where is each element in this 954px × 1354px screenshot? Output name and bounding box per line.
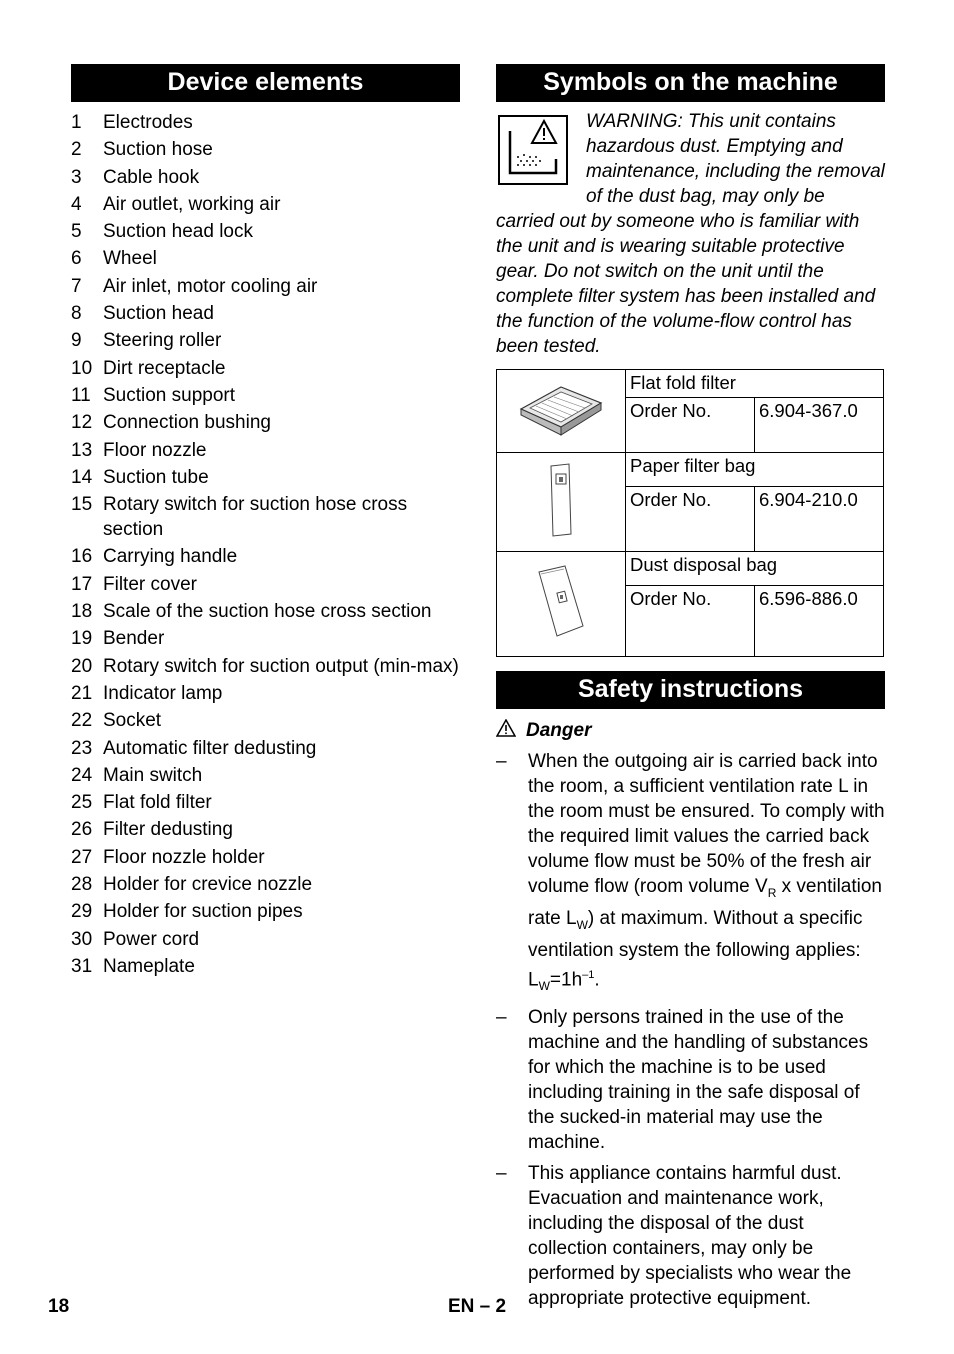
order-label-1: Order No. bbox=[626, 398, 755, 453]
order-label-2: Order No. bbox=[626, 487, 755, 552]
item-label: Floor nozzle holder bbox=[103, 846, 265, 868]
item-number: 13 bbox=[71, 439, 93, 461]
item-number: 29 bbox=[71, 901, 93, 923]
item-number: 15 bbox=[71, 494, 93, 516]
list-item bbox=[71, 110, 460, 135]
list-item bbox=[71, 137, 460, 162]
item-label: Suction tube bbox=[103, 466, 209, 488]
list-item bbox=[71, 356, 460, 381]
item-label: Floor nozzle bbox=[103, 439, 207, 461]
list-item bbox=[71, 927, 460, 952]
item-number: 7 bbox=[71, 275, 82, 297]
warning-text: WARNING: This unit contains hazardous dust. Emptying and maintenance, including the removal of the dust bag, may only be carried out by someone who is familiar with the unit and is wearing suitable protective gear. Do not switch on the unit until the complete filter system has been installed and the function of the volume-flow control has been tested. bbox=[496, 111, 885, 357]
item-label: Dirt receptacle bbox=[103, 357, 226, 379]
order-number-2: 6.904-210.0 bbox=[755, 487, 884, 552]
item-number: 14 bbox=[71, 466, 93, 488]
danger-heading bbox=[496, 719, 885, 743]
item-number: 1 bbox=[71, 112, 82, 133]
page-number: 18 bbox=[48, 1296, 70, 1317]
dust-disposal-bag-icon bbox=[497, 552, 626, 657]
bullet-text: Only persons trained in the use of the machine and the handling of substances for which the machine is to be used including training in the safe disposal of the sucked-in material may use the machine. bbox=[528, 1006, 869, 1153]
item-number: 10 bbox=[71, 357, 93, 379]
item-number: 8 bbox=[71, 303, 82, 325]
item-number: 19 bbox=[71, 628, 93, 650]
item-label: Electrodes bbox=[103, 112, 193, 133]
item-number: 3 bbox=[71, 166, 82, 188]
list-item bbox=[71, 219, 460, 244]
list-item bbox=[71, 763, 460, 788]
item-number: 2 bbox=[71, 139, 82, 161]
list-item bbox=[71, 626, 460, 651]
item-number: 25 bbox=[71, 792, 93, 814]
list-item bbox=[71, 165, 460, 190]
item-label: Indicator lamp bbox=[103, 682, 223, 704]
safety-bullet bbox=[496, 1005, 885, 1155]
item-label: Carrying handle bbox=[103, 546, 238, 568]
bullet-text: When the outgoing air is carried back into the room, a sufficient ventilation rate L in the room must be ensured. To comply with the required limit values the carried back volume flow must be 50% of the fresh air volume flow (room volume $V_R$ x ventilation rate $L_W$) at maximum. Without a specific ventilation system the following applies: $L_W=1h^{-1}$. bbox=[528, 751, 885, 993]
warning-triangle-icon bbox=[496, 719, 516, 743]
item-label: Rotary switch for suction hose cross section bbox=[103, 494, 408, 541]
item-number: 31 bbox=[71, 955, 93, 977]
hazard-dust-symbol-icon bbox=[498, 115, 568, 185]
list-item bbox=[71, 301, 460, 326]
list-item bbox=[71, 708, 460, 733]
item-label: Air inlet, motor cooling air bbox=[103, 275, 318, 297]
bullet-dash: – bbox=[496, 1006, 507, 1028]
item-label: Suction head bbox=[103, 303, 214, 325]
item-label: Holder for suction pipes bbox=[103, 901, 303, 923]
list-item bbox=[71, 845, 460, 870]
item-number: 28 bbox=[71, 874, 93, 896]
warning-block bbox=[496, 109, 885, 359]
item-number: 24 bbox=[71, 764, 93, 786]
safety-bullet bbox=[496, 1161, 885, 1311]
item-number: 30 bbox=[71, 928, 93, 950]
item-label: Scale of the suction hose cross section bbox=[103, 601, 432, 623]
list-item bbox=[71, 736, 460, 761]
list-item bbox=[71, 438, 460, 463]
list-item bbox=[71, 899, 460, 924]
order-number-1: 6.904-367.0 bbox=[755, 398, 884, 453]
item-number: 4 bbox=[71, 193, 82, 215]
item-label: Air outlet, working air bbox=[103, 193, 281, 215]
replacement-parts-table bbox=[496, 369, 884, 657]
item-label: Power cord bbox=[103, 928, 200, 950]
list-item bbox=[71, 572, 460, 597]
list-item bbox=[71, 817, 460, 842]
item-number: 18 bbox=[71, 601, 93, 623]
list-item bbox=[71, 544, 460, 569]
right-column bbox=[496, 64, 885, 1311]
order-label-3: Order No. bbox=[626, 586, 755, 657]
part-name-1: Flat fold filter bbox=[626, 370, 884, 398]
item-label: Automatic filter dedusting bbox=[103, 737, 317, 759]
order-number-3: 6.596-886.0 bbox=[755, 586, 884, 657]
item-label: Holder for crevice nozzle bbox=[103, 874, 313, 896]
safety-bullet bbox=[496, 749, 885, 999]
list-item bbox=[71, 246, 460, 271]
item-label: Cable hook bbox=[103, 166, 200, 188]
item-number: 23 bbox=[71, 737, 93, 759]
symbols-heading: Symbols on the machine bbox=[496, 64, 885, 102]
item-label: Suction hose bbox=[103, 139, 213, 161]
item-number: 17 bbox=[71, 573, 93, 595]
danger-label: Danger bbox=[526, 720, 592, 741]
list-item bbox=[71, 328, 460, 353]
item-number: 9 bbox=[71, 330, 82, 352]
item-label: Suction support bbox=[103, 384, 236, 406]
list-item bbox=[71, 654, 460, 679]
bullet-dash: – bbox=[496, 1162, 507, 1184]
item-label: Filter dedusting bbox=[103, 819, 233, 841]
device-elements-heading: Device elements bbox=[71, 64, 460, 102]
item-label: Suction head lock bbox=[103, 221, 253, 243]
part-name-3: Dust disposal bag bbox=[626, 552, 884, 586]
item-label: Socket bbox=[103, 710, 162, 732]
item-label: Flat fold filter bbox=[103, 792, 212, 814]
item-number: 5 bbox=[71, 221, 82, 243]
language-page-label: EN – 2 bbox=[448, 1296, 507, 1317]
list-item bbox=[71, 492, 460, 542]
safety-heading: Safety instructions bbox=[496, 671, 885, 709]
device-elements-list bbox=[71, 110, 460, 979]
list-item bbox=[71, 599, 460, 624]
item-label: Rotary switch for suction output (min-max) bbox=[103, 655, 459, 677]
item-label: Main switch bbox=[103, 764, 203, 786]
item-number: 6 bbox=[71, 248, 82, 270]
item-number: 16 bbox=[71, 546, 93, 568]
item-number: 20 bbox=[71, 655, 93, 677]
device-elements-section bbox=[71, 64, 460, 981]
flat-fold-filter-icon bbox=[497, 370, 626, 453]
paper-filter-bag-icon bbox=[497, 453, 626, 552]
item-number: 27 bbox=[71, 846, 93, 868]
bullet-dash: – bbox=[496, 751, 507, 772]
item-label: Steering roller bbox=[103, 330, 222, 352]
list-item bbox=[71, 274, 460, 299]
item-label: Bender bbox=[103, 628, 165, 650]
list-item bbox=[71, 383, 460, 408]
item-number: 22 bbox=[71, 710, 93, 732]
item-number: 11 bbox=[71, 384, 91, 406]
item-number: 12 bbox=[71, 412, 93, 434]
list-item bbox=[71, 465, 460, 490]
item-label: Wheel bbox=[103, 248, 157, 270]
bullet-text: This appliance contains harmful dust. Evacuation and maintenance work, including the disposal of the dust collection containers, may only be performed by specialists who wear the appropriate protective equipment. bbox=[528, 1162, 852, 1309]
item-number: 21 bbox=[71, 682, 93, 704]
list-item bbox=[71, 790, 460, 815]
list-item bbox=[71, 872, 460, 897]
list-item bbox=[71, 410, 460, 435]
item-label: Connection bushing bbox=[103, 412, 271, 434]
list-item bbox=[71, 954, 460, 979]
item-label: Nameplate bbox=[103, 955, 195, 977]
list-item bbox=[71, 681, 460, 706]
part-name-2: Paper filter bag bbox=[626, 453, 884, 487]
list-item bbox=[71, 192, 460, 217]
item-number: 26 bbox=[71, 819, 93, 841]
item-label: Filter cover bbox=[103, 573, 197, 595]
